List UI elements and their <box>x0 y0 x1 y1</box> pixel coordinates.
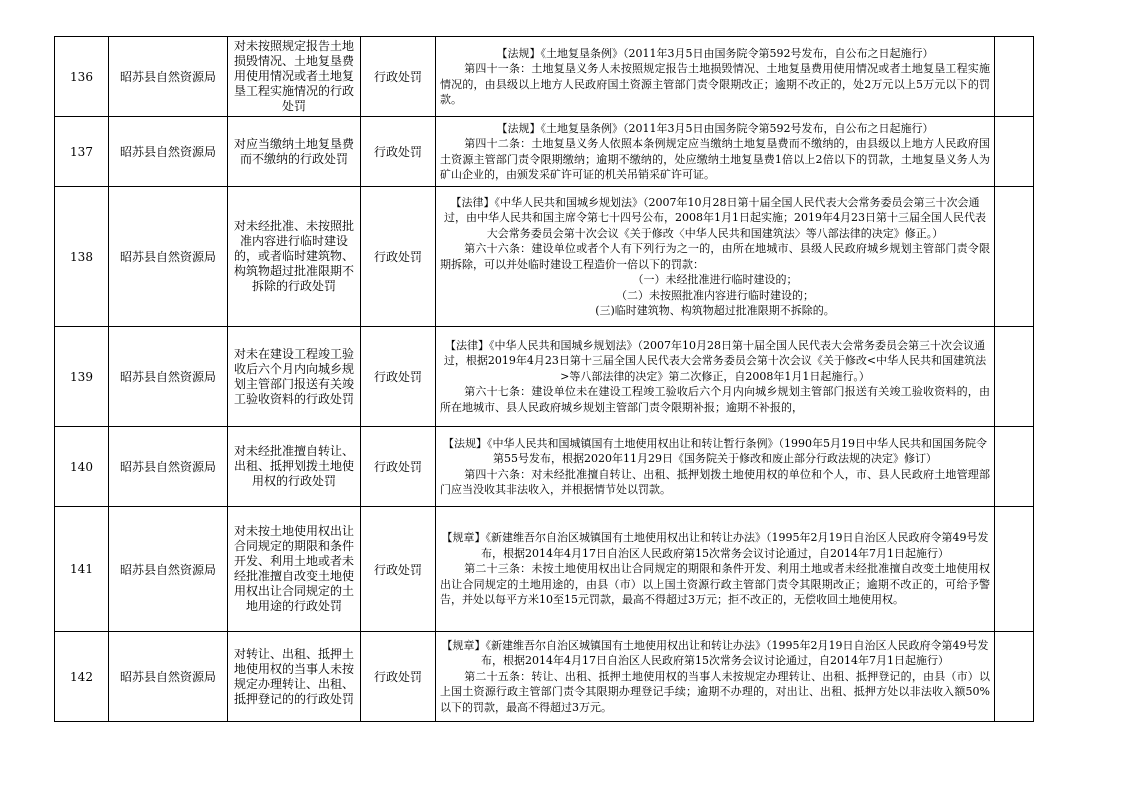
row-number: 141 <box>55 507 109 632</box>
legal-basis-cell <box>436 117 995 187</box>
legal-source: 【规章】《新建维吾尔自治区城镇国有土地使用权出让和转让办法》（1995年2月19日自治区人民政府令第49号发布，根据2014年4月17日自治区人民政府第15次常务会议讨论通过，自2014年7月1日起施行） <box>441 531 989 560</box>
legal-source: 【法规】《土地复垦条例》（2011年3月5日由国务院令第592号发布，自公布之日起施行） <box>496 121 934 135</box>
remarks-cell <box>995 187 1034 327</box>
table-row <box>55 327 1034 427</box>
agency-cell: 昭苏县自然资源局 <box>109 37 228 117</box>
item-name-cell: 对未经批准、未按照批准内容进行临时建设的，或者临时建筑物、构筑物超过批准限期不拆除的行政处罚 <box>228 187 361 327</box>
table-row <box>55 37 1034 117</box>
legal-source: 【法规】《土地复垦条例》（2011年3月5日由国务院令第592号发布，自公布之日起施行） <box>496 46 934 60</box>
legal-source: 【法规】《中华人民共和国城镇国有土地使用权出让和转让暂行条例》（1990年5月19日中华人民共和国国务院令第55号发布，根据2020年11月29日《国务院关于修改和废止部分行政法规的决定》修订） <box>443 436 987 465</box>
legal-article: 第二十五条：转让、出租、抵押土地使用权的当事人未按规定办理转让、出租、抵押登记的，由县（市）以上国土资源行政主管部门责令其限期办理登记手续；逾期不办理的，对出让、出租、抵押方处以非法收入额50%以下的罚款，最高不得超过3万元。 <box>440 669 990 714</box>
row-number: 136 <box>55 37 109 117</box>
item-name-cell: 对未按土地使用权出让合同规定的期限和条件开发、利用土地或者未经批准擅自改变土地使用权出让合同规定的土地用途的行政处罚 <box>228 507 361 632</box>
legal-basis-cell <box>436 632 995 722</box>
row-number: 138 <box>55 187 109 327</box>
legal-source: 【法律】《中华人民共和国城乡规划法》（2007年10月28日第十届全国人民代表大会常务委员会第三十次会通过，由中华人民共和国主席令第七十四号公布，2008年1月1日起实施；2019年4月23日第十三届全国人民代表大会常务委员会第十次会议《关于修改〈中华人民共和国建筑法〉等八部法律的决定》修正。） <box>444 195 986 240</box>
legal-item: （二）未按照批准内容进行临时建设的； <box>616 288 814 302</box>
row-number: 139 <box>55 327 109 427</box>
agency-cell: 昭苏县自然资源局 <box>109 507 228 632</box>
table-row <box>55 117 1034 187</box>
table-row <box>55 507 1034 632</box>
table-body <box>55 37 1034 722</box>
legal-items <box>440 272 990 319</box>
legal-article: 第六十六条：建设单位或者个人有下列行为之一的，由所在地城市、县级人民政府城乡规划主管部门责令限期拆除，可以并处临时建设工程造价一倍以下的罚款： <box>440 242 990 271</box>
item-name-cell: 对未在建设工程竣工验收后六个月内向城乡规划主管部门报送有关竣工验收资料的行政处罚 <box>228 327 361 427</box>
category-cell: 行政处罚 <box>361 427 436 507</box>
category-cell: 行政处罚 <box>361 507 436 632</box>
legal-item: （一）未经批准进行临时建设的； <box>632 273 798 286</box>
agency-cell: 昭苏县自然资源局 <box>109 632 228 722</box>
agency-cell: 昭苏县自然资源局 <box>109 427 228 507</box>
table-row <box>55 187 1034 327</box>
legal-basis-cell <box>436 507 995 632</box>
category-cell: 行政处罚 <box>361 327 436 427</box>
legal-article: 第四十二条：土地复垦义务人依照本条例规定应当缴纳土地复垦费而不缴纳的，由县级以上地方人民政府国土资源主管部门责令限期缴纳；逾期不缴纳的，处应缴纳土地复垦费1倍以上2倍以下的罚款，土地复垦义务人为矿山企业的，由颁发采矿许可证的机关吊销采矿许可证。 <box>440 137 990 181</box>
legal-article: 第四十一条：土地复垦义务人未按照规定报告土地损毁情况、土地复垦费用使用情况或者土地复垦工程实施情况的，由县级以上地方人民政府国土资源主管部门责令限期改正；逾期不改正的，处2万元以上5万元以下的罚款。 <box>440 62 990 106</box>
legal-basis-cell <box>436 327 995 427</box>
table-row <box>55 632 1034 722</box>
legal-source: 【法律】《中华人民共和国城乡规划法》（2007年10月28日第十届全国人民代表大会常务委员会第三十次会议通过，根据2019年4月23日第十三届全国人民代表大会常务委员会第十次会议《关于修改<中华人民共和国建筑法>等八部法律的决定》第二次修正，自2008年1月1日起施行。） <box>443 338 987 383</box>
legal-article: 第二十三条：未按土地使用权出让合同规定的期限和条件开发、利用土地或者未经批准擅自改变土地使用权出让合同规定的土地用途的，由县（市）以上国土资源行政主管部门责令其限期改正；逾期不改正的，可给予警告，并处以每平方米10至15元罚款，最高不得超过3万元；拒不改正的，无偿收回土地使用权。 <box>440 562 990 607</box>
legal-item: (三)临时建筑物、构筑物超过批准限期不拆除的。 <box>595 304 835 317</box>
row-number: 137 <box>55 117 109 187</box>
remarks-cell <box>995 37 1034 117</box>
table-row <box>55 427 1034 507</box>
item-name-cell: 对转让、出租、抵押土地使用权的当事人未按规定办理转让、出租、抵押登记的的行政处罚 <box>228 632 361 722</box>
remarks-cell <box>995 507 1034 632</box>
legal-source: 【规章】《新建维吾尔自治区城镇国有土地使用权出让和转让办法》（1995年2月19日自治区人民政府令第49号发布，根据2014年4月17日自治区人民政府第15次常务会议讨论通过，自2014年7月1日起施行） <box>441 638 989 668</box>
legal-basis-cell <box>436 187 995 327</box>
category-cell: 行政处罚 <box>361 117 436 187</box>
remarks-cell <box>995 117 1034 187</box>
legal-article: 第六十七条：建设单位未在建设工程竣工验收后六个月内向城乡规划主管部门报送有关竣工验收资料的，由所在地城市、县人民政府城乡规划主管部门责令限期补报；逾期不补报的， <box>440 385 990 414</box>
row-number: 140 <box>55 427 109 507</box>
item-name-cell: 对应当缴纳土地复垦费而不缴纳的行政处罚 <box>228 117 361 187</box>
item-name-cell: 对未经批准擅自转让、出租、抵押划拨土地使用权的行政处罚 <box>228 427 361 507</box>
remarks-cell <box>995 632 1034 722</box>
item-name-cell: 对未按照规定报告土地损毁情况、土地复垦费用使用情况或者土地复垦工程实施情况的行政处罚 <box>228 37 361 117</box>
legal-basis-cell <box>436 37 995 117</box>
category-cell: 行政处罚 <box>361 632 436 722</box>
row-number: 142 <box>55 632 109 722</box>
remarks-cell <box>995 427 1034 507</box>
penalty-table <box>54 36 1034 722</box>
agency-cell: 昭苏县自然资源局 <box>109 327 228 427</box>
legal-basis-cell <box>436 427 995 507</box>
remarks-cell <box>995 327 1034 427</box>
legal-article: 第四十六条：对未经批准擅自转让、出租、抵押划拨土地使用权的单位和个人，市、县人民政府土地管理部门应当没收其非法收入，并根据情节处以罚款。 <box>440 467 990 496</box>
category-cell: 行政处罚 <box>361 187 436 327</box>
category-cell: 行政处罚 <box>361 37 436 117</box>
agency-cell: 昭苏县自然资源局 <box>109 187 228 327</box>
agency-cell: 昭苏县自然资源局 <box>109 117 228 187</box>
